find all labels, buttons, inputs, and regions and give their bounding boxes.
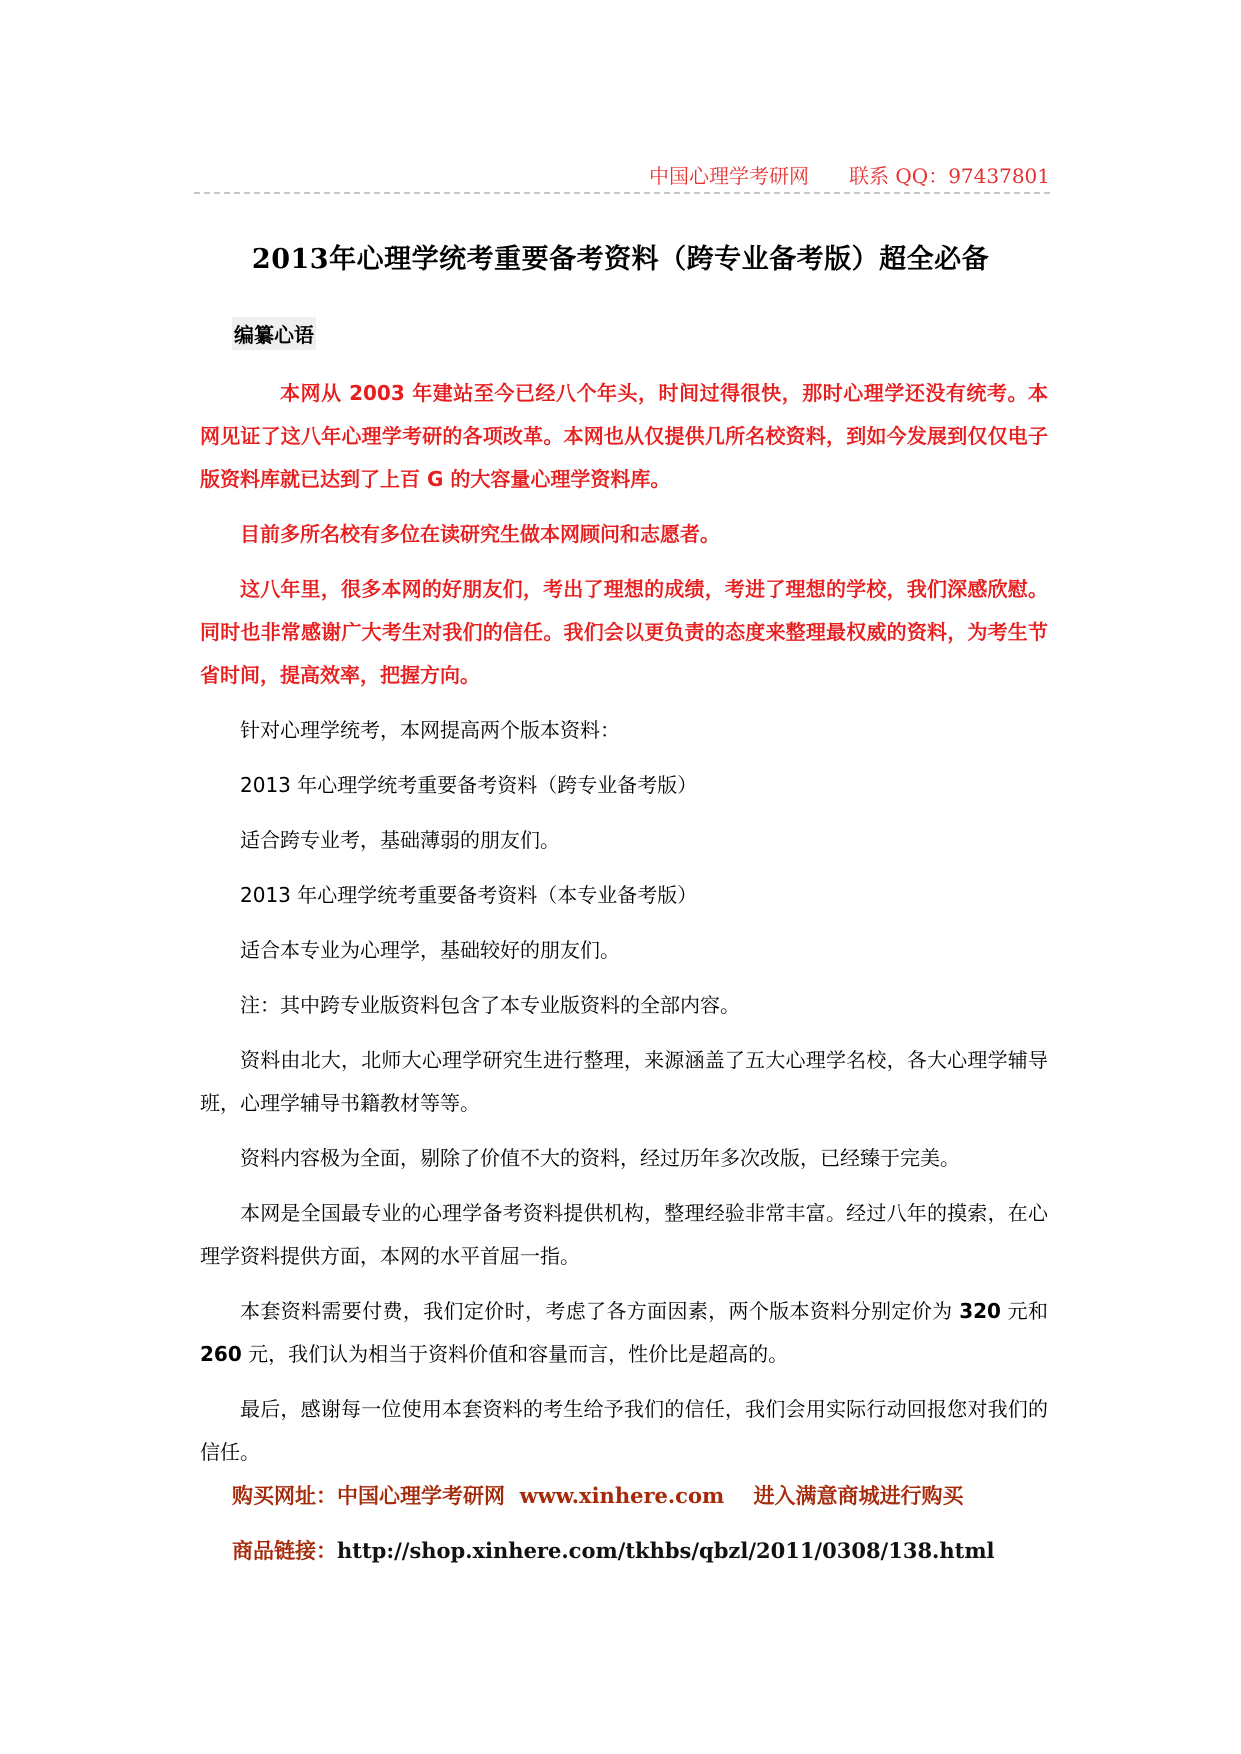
founding-year: 2003 xyxy=(349,381,405,405)
paragraph-content-quality: 资料内容极为全面，剔除了价值不大的资料，经过历年多次改版，已经臻于完美。 xyxy=(240,1146,960,1170)
paragraph-pricing-text-1: 本套资料需要付费，我们定价时，考虑了各方面因素，两个版本资料分别定价为 xyxy=(240,1299,960,1323)
capacity-unit: G xyxy=(426,467,444,491)
product-link-label: 商品链接： xyxy=(232,1539,337,1563)
paragraph-versions-intro: 针对心理学统考，本网提高两个版本资料： xyxy=(240,718,620,742)
paragraph-expertise: 本网是全国最专业的心理学备考资料提供机构，整理经验非常丰富。经过八年的摸索，在心理学资料提供方面，本网的水平首屈一指。 xyxy=(200,1201,1048,1268)
paragraph-pricing-text-3: 元，我们认为相当于资料价值和容量而言，性价比是超高的。 xyxy=(241,1342,789,1366)
header-site-name: 中国心理学考研网 xyxy=(649,164,810,188)
paragraph-pricing xyxy=(200,1290,1048,1376)
paragraph-volunteers: 目前多所名校有多位在读研究生做本网顾问和志愿者。 xyxy=(240,522,720,546)
page-header xyxy=(200,160,1050,189)
price-cross-major: 320 xyxy=(959,1299,1001,1323)
paragraph-closing: 最后，感谢每一位使用本套资料的考生给予我们的信任，我们会用实际行动回报您对我们的信任。 xyxy=(200,1397,1048,1464)
paragraph-note: 注：其中跨专业版资料包含了本专业版资料的全部内容。 xyxy=(240,993,740,1017)
header-divider xyxy=(194,192,1050,194)
document-body xyxy=(200,372,1048,1486)
section-heading-editor-note: 编纂心语 xyxy=(232,317,316,350)
purchase-label: 购买网址： xyxy=(232,1484,337,1508)
price-same-major: 260 xyxy=(200,1342,242,1366)
paragraph-cross-major-audience: 适合跨专业考，基础薄弱的朋友们。 xyxy=(240,828,560,852)
paragraph-gratitude: 这八年里，很多本网的好朋友们，考出了理想的成绩，考进了理想的学校，我们深感欣慰。同时也非常感谢广大考生对我们的信任。我们会以更负责的态度来整理最权威的资料，为考生节省时间，提高效率，把握方向。 xyxy=(200,577,1048,687)
paragraph-history xyxy=(200,372,1048,501)
paragraph-version-cross-major: 2013 年心理学统考重要备考资料（跨专业备考版） xyxy=(240,773,698,797)
product-link-url[interactable]: http://shop.xinhere.com/tkhbs/qbzl/2011/0308/138.html xyxy=(337,1538,995,1563)
paragraph-history-text-1: 本网从 xyxy=(280,381,350,405)
header-contact: 联系 QQ：97437801 xyxy=(849,164,1050,188)
paragraph-version-same-major: 2013 年心理学统考重要备考资料（本专业备考版） xyxy=(240,883,698,907)
paragraph-same-major-audience: 适合本专业为心理学，基础较好的朋友们。 xyxy=(240,938,620,962)
document-title: 2013年心理学统考重要备考资料（跨专业备考版）超全必备 xyxy=(251,244,990,275)
paragraph-history-text-2: 年建站至今已经八个年头，时间过得很快，那时心理学还没有统考。本网见证了这八年心理学考研的各项改革。本网也从仅提供几所名校资料，到如今发展到仅仅电子版资料库就已达到了上百 xyxy=(200,381,1049,491)
purchase-action-link[interactable]: 进入满意商城进行购买 xyxy=(753,1484,964,1508)
paragraph-sources: 资料由北大，北师大心理学研究生进行整理，来源涵盖了五大心理学名校，各大心理学辅导班，心理学辅导书籍教材等等。 xyxy=(200,1048,1048,1115)
purchase-line xyxy=(232,1480,1082,1510)
paragraph-history-text-3: 的大容量心理学资料库。 xyxy=(443,467,671,491)
purchase-site-link[interactable]: www.xinhere.com xyxy=(519,1483,725,1508)
product-link-line xyxy=(232,1535,1082,1565)
purchase-site-name: 中国心理学考研网 xyxy=(337,1484,505,1508)
paragraph-pricing-text-2: 元和 xyxy=(1000,1299,1049,1323)
